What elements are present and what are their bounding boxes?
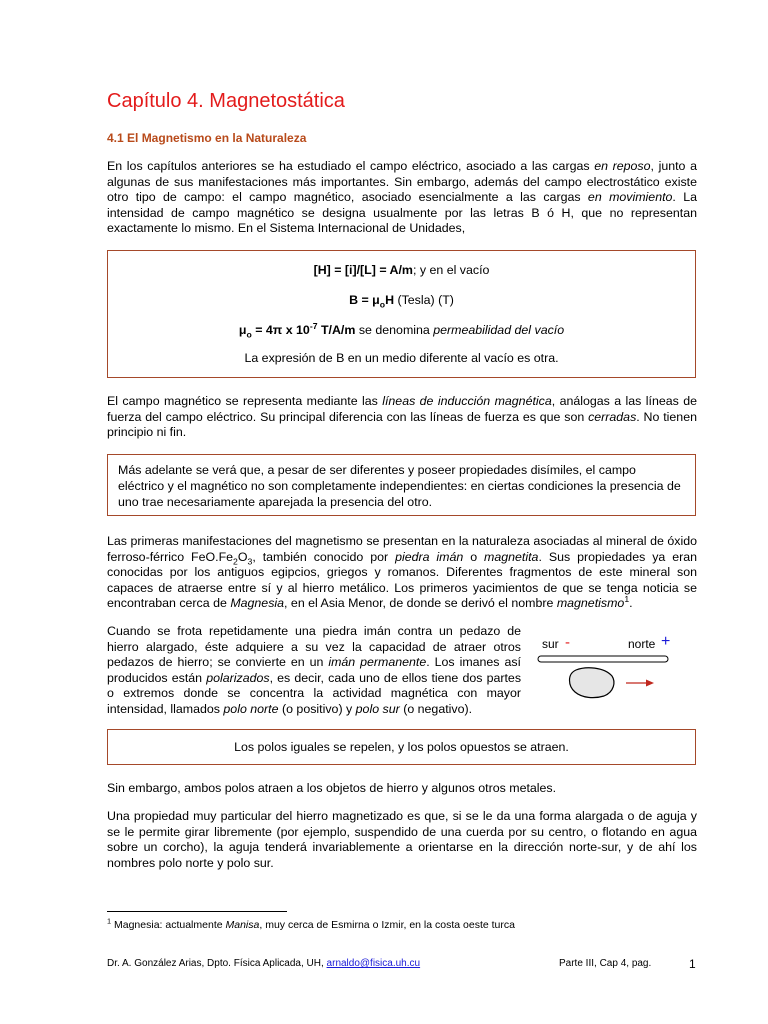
diagram-drawing — [536, 636, 696, 706]
label-norte: norte — [628, 637, 656, 651]
poles-box — [107, 729, 696, 765]
iron-needle — [538, 656, 668, 662]
formula-permeability: $\mu_o = 4\pi$ x $10^{-7}$ T/A/m se denomina permeabilidad del vacío — [238, 320, 565, 340]
formula-note: La expresión de B en un medio diferente al vacío es otra. — [244, 351, 559, 365]
minus-sign: - — [565, 634, 570, 651]
arrow-icon — [646, 680, 654, 687]
formula-units-h: [H] = [i]/[L] = A/m; y en el vacío — [313, 263, 490, 277]
section-heading: 4.1 El Magnetismo en la Naturaleza — [107, 131, 307, 145]
email-link[interactable]: arnaldo@fisica.uh.cu — [326, 958, 421, 969]
paragraph-history: Las primeras manifestaciones del magnetismo se presentan en la naturaleza asociadas al mineral de óxido ferroso-férrico $FeO.Fe_2O_3$, también conocido por piedra imán o magnetita. Sus propiedades ya eran conocidas por los antiguos egipcios, griegos y romanos. Diferentes fragmentos de este mineral son capaces de atraerse entre sí y al hierro metálico. Los primeros yacimientos de que se tenga noticia se encontraban cerca de Magnesia, en el Asia Menor, de donde se derivó el nombre magnetismo$^1$. — [107, 534, 698, 611]
footnote-divider — [107, 911, 287, 912]
chapter-title: Capítulo 4. Magnetostática — [107, 90, 345, 112]
formula-b-field: $B = \mu_oH$ (Tesla) (T) — [349, 293, 454, 310]
note-box-text: Más adelante se verá que, a pesar de ser diferentes y poseer propiedades disímiles, el campo eléctrico y el magnético no son completamente independientes: en ciertas condiciones la presencia de uno trae necesariamente aparejada la presencia del otro. — [118, 463, 681, 509]
formula-box — [107, 250, 696, 378]
poles-box-text: Los polos iguales se repelen, y los polos opuestos se atraen. — [234, 740, 569, 754]
paragraph-compass: Una propiedad muy particular del hierro magnetizado es que, si se le da una forma alargada o de aguja y se le permite girar libremente (por ejemplo, suspendido de una cuerda por su centro, o flotando en agua sobre un corcho), la aguja tenderá invariablemente a orientarse en la dirección norte-sur, y de ahí los nombres polo norte y polo sur. — [107, 809, 697, 870]
label-sur: sur — [542, 637, 559, 651]
footnote: $^1$ Magnesia: actualmente Manisa, muy cerca de Esmirna o Izmir, en la costa oeste turca — [107, 916, 515, 931]
paragraph-intro: En los capítulos anteriores se ha estudiado el campo eléctrico, asociado a las cargas en reposo, junto a algunas de sus manifestaciones más importantes. Sin embargo, además del campo electrostático existe otro tipo de campo: el campo magnético, asociado esencialmente a las cargas en movimiento. La intensidad de campo magnético se designa usualmente por las letras B ó H, que no representan exactamente lo mismo. En el Sistema Internacional de Unidades, — [107, 159, 698, 236]
footer-part: Parte III, Cap 4, pag. — [559, 958, 652, 969]
paragraph-attraction: Sin embargo, ambos polos atraen a los objetos de hierro y algunos otros metales. — [107, 781, 557, 795]
footer-author: Dr. A. González Arias, Dpto. Física Aplicada, UH, arnaldo@fisica.uh.cu — [107, 958, 421, 969]
paragraph-field-lines: El campo magnético se representa mediante las líneas de inducción magnética, análogas a las líneas de fuerza del campo eléctrico. Su principal diferencia con las líneas de fuerza es que son cerradas. No tienen principio ni fin. — [107, 394, 697, 440]
lodestone-shape — [570, 668, 614, 698]
paragraph-permanent-magnet: Cuando se frota repetidamente una piedra imán contra un pedazo de hierro alargado, éste adquiere a su vez la capacidad de atraer otros pedazos de hierro; se convierte en un imán permanente. Los imanes así producidos están polarizados, es decir, cada uno de ellos tiene dos partes o extremos donde se concentra la actividad magnética con mayor intensidad, llamados polo norte (o positivo) y polo sur (o negativo). — [107, 624, 522, 716]
plus-sign: + — [661, 633, 671, 650]
note-box — [107, 454, 696, 516]
page-number: 1 — [689, 957, 696, 971]
magnet-diagram — [536, 633, 696, 706]
